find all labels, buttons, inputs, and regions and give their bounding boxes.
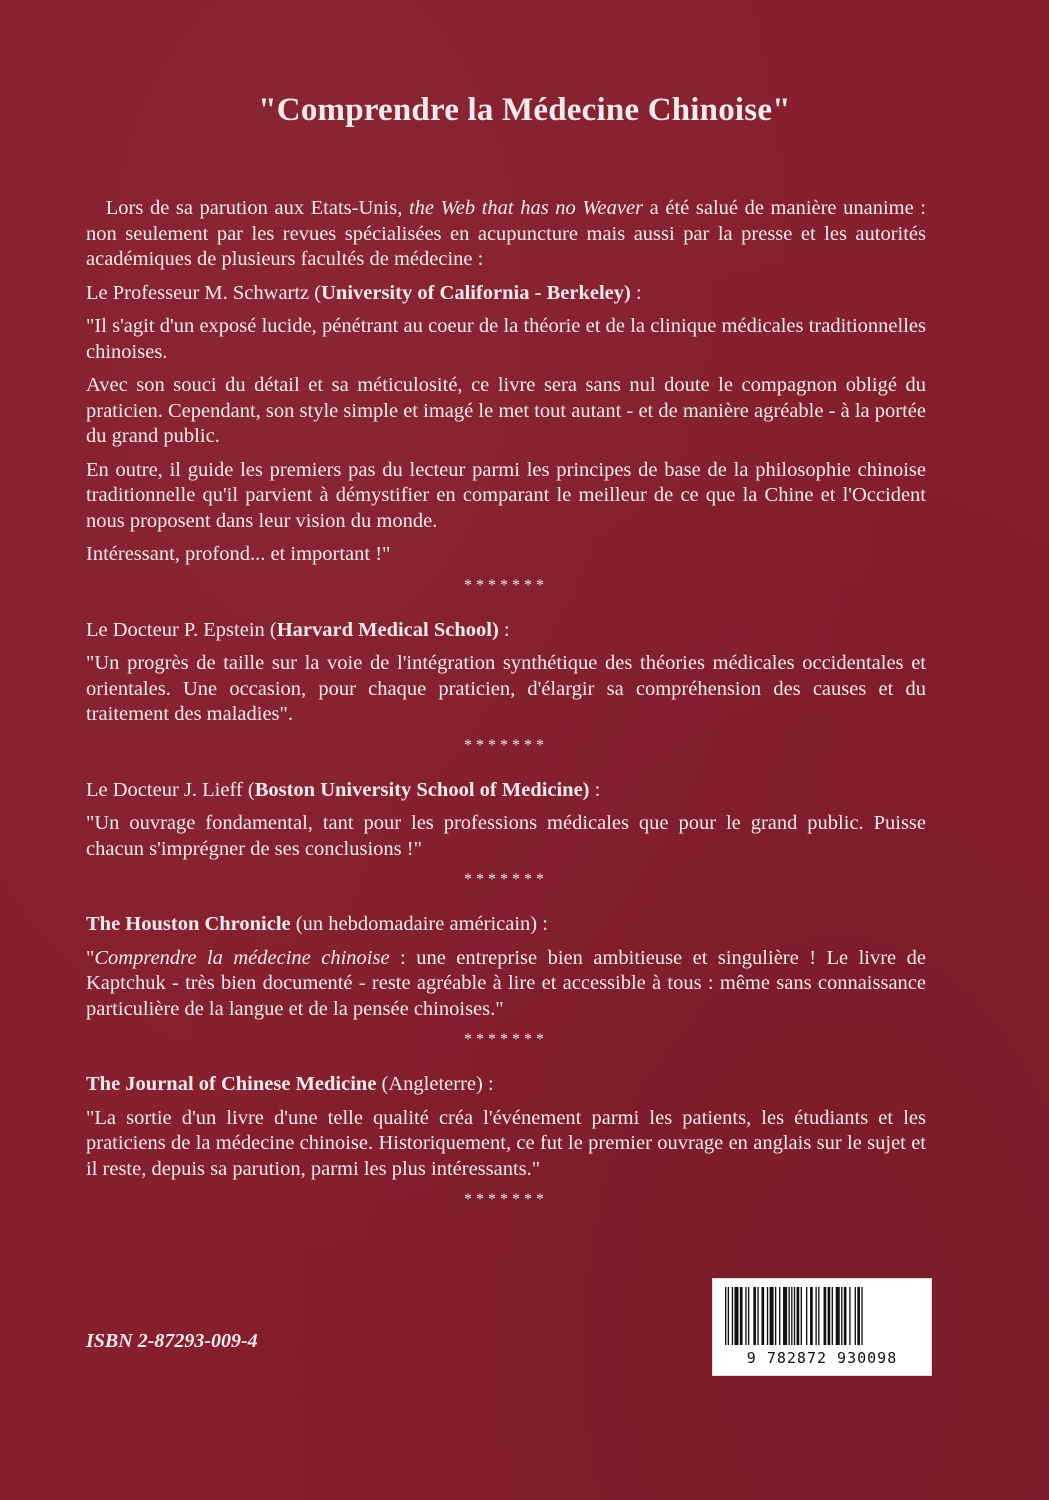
separator-stars: ******* — [464, 871, 548, 888]
review4-source: The Houston Chronicle (un hebdomadaire américain) : — [86, 913, 548, 935]
barcode-bar — [761, 1287, 764, 1345]
barcode-bar — [855, 1287, 856, 1345]
barcode-bar — [779, 1287, 780, 1345]
review5-source: The Journal of Chinese Medicine (Angleterre) : — [86, 1073, 494, 1095]
barcode — [712, 1278, 932, 1376]
review1-paragraph: Intéressant, profond... et important !" — [86, 543, 391, 565]
barcode-bar — [797, 1287, 800, 1345]
barcode-bar — [828, 1287, 831, 1345]
barcode-bar — [783, 1287, 787, 1345]
review1-paragraph: Avec son souci du détail et sa méticulosité, ce livre sera sans nul doute le compagnon obligé du praticien. Cependant, son style simple et imagé le met tout autant - et de manière agréable - à la portée du grand public. — [86, 374, 926, 447]
review1-paragraph: En outre, il guide les premiers pas du lecteur parmi les principes de base de la philosophie chinoise traditionnelle qu'il parvient à démystifier en comparant le meilleur de ce que la Chine et l'Occident nous proposent dans leur vision du monde. — [86, 458, 926, 532]
barcode-bar — [849, 1287, 850, 1345]
barcode-bar — [788, 1287, 789, 1345]
barcode-bar — [794, 1287, 795, 1345]
barcode-bars — [723, 1287, 921, 1347]
barcode-bar — [725, 1287, 726, 1345]
barcode-bar — [801, 1287, 802, 1345]
barcode-bar — [748, 1287, 749, 1345]
barcode-bar — [767, 1287, 768, 1345]
barcode-bar — [844, 1287, 847, 1345]
barcode-bar — [806, 1287, 807, 1345]
barcode-bar — [740, 1287, 743, 1345]
barcode-bar — [824, 1287, 827, 1345]
separator-stars: ******* — [464, 1031, 548, 1048]
barcode-digits: 9 782872 930098 — [746, 1349, 898, 1367]
barcode-bar — [836, 1287, 840, 1345]
barcode-bar — [753, 1287, 756, 1345]
barcode-bar — [770, 1287, 774, 1345]
review-text-block — [86, 196, 926, 1232]
review3-affiliation: Boston University School of Medicine) — [254, 778, 590, 801]
review4-source-name: The Houston Chronicle — [86, 913, 291, 935]
review5-source-name: The Journal of Chinese Medicine — [86, 1073, 377, 1095]
barcode-bar — [818, 1287, 819, 1345]
review4-quote: "Comprendre la médecine chinoise : une entreprise bien ambitieuse et singulière ! Le livre de Kaptchuk - très bien documenté - reste agréable à lire et accessible à tous : même sans connaissance particulière de la langue et de la pensée chinoises." — [86, 946, 926, 1020]
barcode-bar — [791, 1287, 792, 1345]
barcode-bar — [841, 1287, 842, 1345]
review2-author: Le Docteur P. Epstein (Harvard Medical School) : — [86, 618, 510, 641]
review1-author: Le Professeur M. Schwartz (University of California - Berkeley) : — [86, 281, 642, 304]
barcode-bar — [810, 1287, 813, 1345]
barcode-bar — [775, 1287, 776, 1345]
review2-affiliation: Harvard Medical School) — [276, 618, 499, 641]
review2-quote: "Un progrès de taille sur la voie de l'intégration synthétique des théories médicales occidentales et orientales. Une occasion, pour chaque praticien, d'élargir sa compréhension des causes et du traitement des maladies". — [86, 652, 926, 725]
book-title-italic: the Web that has no Weaver — [408, 197, 644, 219]
cover-title: "Comprendre la Médecine Chinoise" — [258, 92, 791, 128]
intro-paragraph: Lors de sa parution aux Etats-Unis, the Web that has no Weaver a été salué de manière unanime : non seulement par les revues spécialisées en acupuncture mais aussi par la presse et les autorités académiques de plusieurs facultés de médecine : — [86, 197, 927, 270]
separator-stars: ******* — [464, 1191, 548, 1208]
barcode-bar — [857, 1287, 860, 1345]
review3-quote: "Un ouvrage fondamental, tant pour les professions médicales que pour le grand public. Puisse chacun s'imprégner de ses conclusions !" — [86, 812, 926, 860]
barcode-bar — [815, 1287, 816, 1345]
review4-quote-title: Comprendre la médecine chinoise — [94, 946, 390, 969]
separator-stars: ******* — [464, 736, 548, 754]
barcode-bar — [745, 1287, 746, 1345]
barcode-bar — [757, 1287, 758, 1345]
isbn-label: ISBN 2-87293-009-4 — [86, 1330, 258, 1352]
barcode-bar — [734, 1287, 738, 1345]
barcode-bar — [732, 1287, 733, 1345]
barcode-bar — [832, 1287, 833, 1345]
barcode-bar — [861, 1287, 862, 1345]
review1-affiliation: University of California - Berkeley) — [321, 281, 631, 304]
separator-stars: ******* — [464, 576, 548, 594]
review3-author: Le Docteur J. Lieff (Boston University School of Medicine) : — [86, 778, 601, 801]
barcode-bar — [728, 1287, 729, 1345]
review1-paragraph: "Il s'agit d'un exposé lucide, pénétrant au coeur de la théorie et de la clinique médicales traditionnelles chinoises. — [86, 315, 926, 363]
review5-quote: "La sortie d'un livre d'une telle qualité créa l'événement parmi les patients, les étudiants et les praticiens de la médecine chinoise. Historiquement, ce fut le premier ouvrage en anglais sur le sujet et il reste, depuis sa parution, parmi les plus intéressants." — [86, 1106, 926, 1180]
